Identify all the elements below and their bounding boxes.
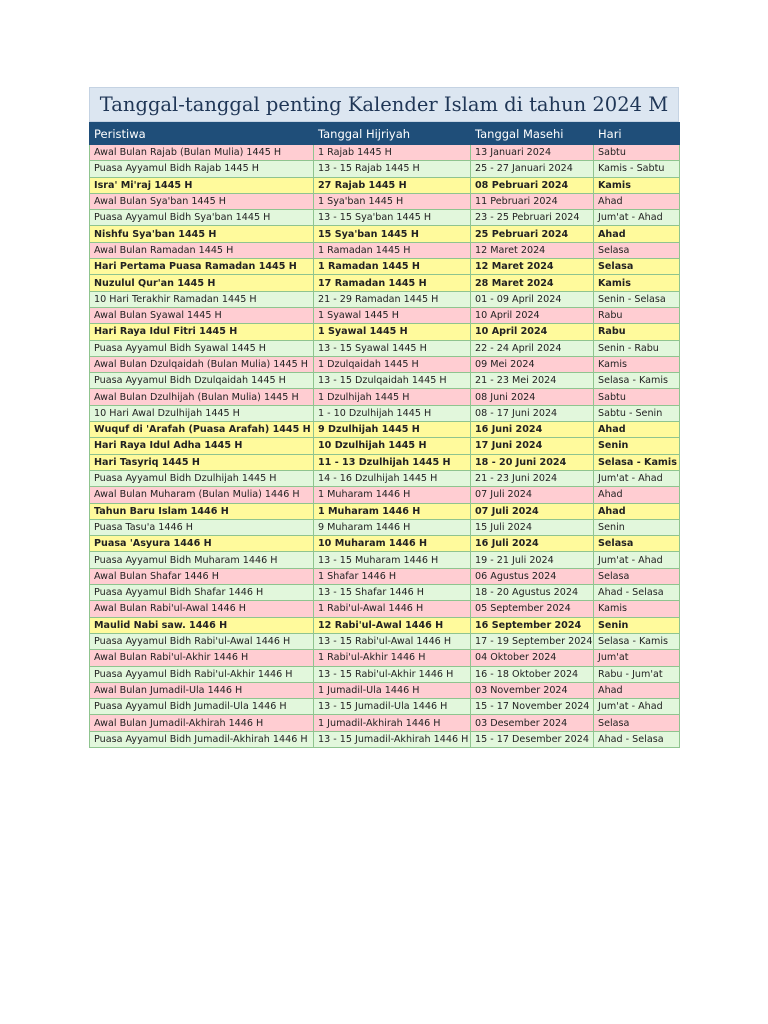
table-row <box>90 503 680 519</box>
cell-tanggal-masehi: 17 - 19 September 2024 <box>471 633 594 649</box>
cell-tanggal-masehi: 12 Maret 2024 <box>471 242 594 258</box>
cell-tanggal-hijriyah: 13 - 15 Syawal 1445 H <box>314 340 471 356</box>
cell-tanggal-hijriyah: 13 - 15 Sya'ban 1445 H <box>314 210 471 226</box>
cell-peristiwa: Awal Bulan Jumadil-Akhirah 1446 H <box>90 715 314 731</box>
table-row <box>90 519 680 535</box>
header-peristiwa: Peristiwa <box>90 123 314 145</box>
cell-tanggal-hijriyah: 13 - 15 Rabi'ul-Awal 1446 H <box>314 633 471 649</box>
cell-tanggal-masehi: 11 Pebruari 2024 <box>471 193 594 209</box>
cell-tanggal-masehi: 07 Juli 2024 <box>471 503 594 519</box>
table-row <box>90 568 680 584</box>
cell-peristiwa: Puasa Ayyamul Bidh Rabi'ul-Awal 1446 H <box>90 633 314 649</box>
cell-tanggal-hijriyah: 1 Dzulqaidah 1445 H <box>314 356 471 372</box>
cell-tanggal-hijriyah: 1 Syawal 1445 H <box>314 324 471 340</box>
cell-tanggal-masehi: 16 September 2024 <box>471 617 594 633</box>
cell-peristiwa: Awal Bulan Ramadan 1445 H <box>90 242 314 258</box>
table-header <box>90 123 680 145</box>
table-row <box>90 373 680 389</box>
table-row <box>90 438 680 454</box>
page-title: Tanggal-tanggal penting Kalender Islam di tahun 2024 M <box>89 87 679 122</box>
cell-tanggal-hijriyah: 13 - 15 Rabi'ul-Akhir 1446 H <box>314 666 471 682</box>
cell-peristiwa: Awal Bulan Muharam (Bulan Mulia) 1446 H <box>90 487 314 503</box>
cell-peristiwa: Nishfu Sya'ban 1445 H <box>90 226 314 242</box>
cell-tanggal-hijriyah: 15 Sya'ban 1445 H <box>314 226 471 242</box>
cell-tanggal-masehi: 06 Agustus 2024 <box>471 568 594 584</box>
table-row <box>90 601 680 617</box>
cell-tanggal-masehi: 08 - 17 Juni 2024 <box>471 405 594 421</box>
cell-tanggal-masehi: 18 - 20 Agustus 2024 <box>471 585 594 601</box>
cell-tanggal-masehi: 15 Juli 2024 <box>471 519 594 535</box>
cell-peristiwa: Hari Raya Idul Fitri 1445 H <box>90 324 314 340</box>
cell-hari: Selasa <box>594 259 680 275</box>
table-row <box>90 422 680 438</box>
table-row <box>90 715 680 731</box>
cell-hari: Jum'at - Ahad <box>594 552 680 568</box>
cell-peristiwa: Puasa 'Asyura 1446 H <box>90 536 314 552</box>
cell-tanggal-masehi: 01 - 09 April 2024 <box>471 291 594 307</box>
cell-peristiwa: Puasa Ayyamul Bidh Dzulqaidah 1445 H <box>90 373 314 389</box>
cell-hari: Kamis <box>594 275 680 291</box>
cell-tanggal-hijriyah: 1 Muharam 1446 H <box>314 503 471 519</box>
cell-tanggal-hijriyah: 13 - 15 Dzulqaidah 1445 H <box>314 373 471 389</box>
cell-tanggal-masehi: 25 Pebruari 2024 <box>471 226 594 242</box>
cell-tanggal-masehi: 21 - 23 Mei 2024 <box>471 373 594 389</box>
cell-tanggal-hijriyah: 1 Rajab 1445 H <box>314 145 471 161</box>
cell-tanggal-hijriyah: 27 Rajab 1445 H <box>314 177 471 193</box>
cell-peristiwa: Isra' Mi'raj 1445 H <box>90 177 314 193</box>
cell-hari: Ahad <box>594 487 680 503</box>
cell-tanggal-masehi: 09 Mei 2024 <box>471 356 594 372</box>
cell-hari: Senin <box>594 438 680 454</box>
cell-tanggal-hijriyah: 14 - 16 Dzulhijah 1445 H <box>314 470 471 486</box>
header-row <box>90 123 680 145</box>
cell-tanggal-masehi: 12 Maret 2024 <box>471 259 594 275</box>
cell-peristiwa: Awal Bulan Dzulqaidah (Bulan Mulia) 1445 H <box>90 356 314 372</box>
table-row <box>90 585 680 601</box>
cell-hari: Sabtu <box>594 145 680 161</box>
cell-hari: Kamis <box>594 177 680 193</box>
cell-tanggal-hijriyah: 1 Ramadan 1445 H <box>314 242 471 258</box>
cell-hari: Senin <box>594 519 680 535</box>
cell-hari: Selasa - Kamis <box>594 633 680 649</box>
cell-tanggal-masehi: 18 - 20 Juni 2024 <box>471 454 594 470</box>
cell-tanggal-hijriyah: 9 Dzulhijah 1445 H <box>314 422 471 438</box>
table-row <box>90 389 680 405</box>
cell-tanggal-hijriyah: 9 Muharam 1446 H <box>314 519 471 535</box>
cell-peristiwa: Puasa Ayyamul Bidh Syawal 1445 H <box>90 340 314 356</box>
cell-tanggal-hijriyah: 1 Sya'ban 1445 H <box>314 193 471 209</box>
cell-tanggal-hijriyah: 13 - 15 Jumadil-Akhirah 1446 H <box>314 731 471 747</box>
cell-tanggal-masehi: 07 Juli 2024 <box>471 487 594 503</box>
cell-tanggal-hijriyah: 1 Rabi'ul-Akhir 1446 H <box>314 650 471 666</box>
cell-hari: Jum'at - Ahad <box>594 210 680 226</box>
cell-tanggal-hijriyah: 11 - 13 Dzulhijah 1445 H <box>314 454 471 470</box>
table-row <box>90 259 680 275</box>
cell-tanggal-hijriyah: 1 Ramadan 1445 H <box>314 259 471 275</box>
cell-hari: Ahad <box>594 682 680 698</box>
cell-hari: Sabtu <box>594 389 680 405</box>
table-row <box>90 307 680 323</box>
table-row <box>90 340 680 356</box>
table-row <box>90 226 680 242</box>
cell-tanggal-hijriyah: 21 - 29 Ramadan 1445 H <box>314 291 471 307</box>
cell-tanggal-hijriyah: 1 Shafar 1446 H <box>314 568 471 584</box>
table-row <box>90 193 680 209</box>
cell-tanggal-masehi: 23 - 25 Pebruari 2024 <box>471 210 594 226</box>
table-row <box>90 242 680 258</box>
table-row <box>90 536 680 552</box>
cell-hari: Rabu <box>594 324 680 340</box>
cell-peristiwa: Puasa Ayyamul Bidh Sya'ban 1445 H <box>90 210 314 226</box>
table-row <box>90 405 680 421</box>
cell-tanggal-masehi: 05 September 2024 <box>471 601 594 617</box>
cell-peristiwa: Awal Bulan Dzulhijah (Bulan Mulia) 1445 H <box>90 389 314 405</box>
table-row <box>90 454 680 470</box>
cell-peristiwa: Maulid Nabi saw. 1446 H <box>90 617 314 633</box>
cell-tanggal-hijriyah: 13 - 15 Muharam 1446 H <box>314 552 471 568</box>
cell-tanggal-hijriyah: 1 - 10 Dzulhijah 1445 H <box>314 405 471 421</box>
cell-hari: Ahad <box>594 226 680 242</box>
cell-tanggal-masehi: 19 - 21 Juli 2024 <box>471 552 594 568</box>
cell-hari: Ahad <box>594 193 680 209</box>
cell-tanggal-hijriyah: 1 Dzulhijah 1445 H <box>314 389 471 405</box>
header-tanggal-hijriyah: Tanggal Hijriyah <box>314 123 471 145</box>
table-row <box>90 177 680 193</box>
cell-peristiwa: Puasa Ayyamul Bidh Jumadil-Akhirah 1446 H <box>90 731 314 747</box>
cell-tanggal-masehi: 10 April 2024 <box>471 324 594 340</box>
cell-hari: Jum'at <box>594 650 680 666</box>
cell-hari: Ahad <box>594 503 680 519</box>
cell-peristiwa: Puasa Ayyamul Bidh Rajab 1445 H <box>90 161 314 177</box>
cell-tanggal-hijriyah: 1 Jumadil-Akhirah 1446 H <box>314 715 471 731</box>
cell-tanggal-masehi: 15 - 17 Desember 2024 <box>471 731 594 747</box>
calendar-sheet <box>89 87 679 748</box>
cell-tanggal-masehi: 17 Juni 2024 <box>471 438 594 454</box>
cell-hari: Rabu - Jum'at <box>594 666 680 682</box>
cell-tanggal-masehi: 08 Pebruari 2024 <box>471 177 594 193</box>
cell-hari: Selasa <box>594 242 680 258</box>
cell-hari: Jum'at - Ahad <box>594 470 680 486</box>
cell-hari: Selasa - Kamis <box>594 373 680 389</box>
cell-peristiwa: Hari Raya Idul Adha 1445 H <box>90 438 314 454</box>
cell-hari: Kamis - Sabtu <box>594 161 680 177</box>
cell-tanggal-masehi: 08 Juni 2024 <box>471 389 594 405</box>
cell-tanggal-hijriyah: 1 Muharam 1446 H <box>314 487 471 503</box>
cell-peristiwa: Awal Bulan Rajab (Bulan Mulia) 1445 H <box>90 145 314 161</box>
table-row <box>90 731 680 747</box>
table-row <box>90 699 680 715</box>
cell-peristiwa: Hari Pertama Puasa Ramadan 1445 H <box>90 259 314 275</box>
table-row <box>90 275 680 291</box>
cell-tanggal-masehi: 03 Desember 2024 <box>471 715 594 731</box>
cell-peristiwa: 10 Hari Terakhir Ramadan 1445 H <box>90 291 314 307</box>
cell-tanggal-masehi: 16 Juli 2024 <box>471 536 594 552</box>
header-hari: Hari <box>594 123 680 145</box>
cell-peristiwa: Awal Bulan Sya'ban 1445 H <box>90 193 314 209</box>
cell-hari: Ahad - Selasa <box>594 585 680 601</box>
events-table <box>89 122 680 748</box>
cell-tanggal-hijriyah: 13 - 15 Shafar 1446 H <box>314 585 471 601</box>
table-row <box>90 356 680 372</box>
cell-hari: Kamis <box>594 356 680 372</box>
cell-tanggal-masehi: 16 - 18 Oktober 2024 <box>471 666 594 682</box>
cell-peristiwa: 10 Hari Awal Dzulhijah 1445 H <box>90 405 314 421</box>
cell-tanggal-hijriyah: 12 Rabi'ul-Awal 1446 H <box>314 617 471 633</box>
table-row <box>90 682 680 698</box>
table-body <box>90 145 680 748</box>
cell-peristiwa: Awal Bulan Shafar 1446 H <box>90 568 314 584</box>
cell-tanggal-masehi: 22 - 24 April 2024 <box>471 340 594 356</box>
cell-hari: Selasa <box>594 715 680 731</box>
cell-peristiwa: Puasa Tasu'a 1446 H <box>90 519 314 535</box>
table-row <box>90 324 680 340</box>
cell-hari: Ahad <box>594 422 680 438</box>
cell-hari: Sabtu - Senin <box>594 405 680 421</box>
cell-peristiwa: Wuquf di 'Arafah (Puasa Arafah) 1445 H <box>90 422 314 438</box>
cell-tanggal-hijriyah: 1 Syawal 1445 H <box>314 307 471 323</box>
table-row <box>90 210 680 226</box>
header-tanggal-masehi: Tanggal Masehi <box>471 123 594 145</box>
table-row <box>90 666 680 682</box>
table-row <box>90 552 680 568</box>
table-row <box>90 291 680 307</box>
cell-hari: Jum'at - Ahad <box>594 699 680 715</box>
cell-tanggal-hijriyah: 1 Rabi'ul-Awal 1446 H <box>314 601 471 617</box>
cell-tanggal-masehi: 03 November 2024 <box>471 682 594 698</box>
cell-hari: Kamis <box>594 601 680 617</box>
table-row <box>90 633 680 649</box>
cell-peristiwa: Awal Bulan Syawal 1445 H <box>90 307 314 323</box>
cell-peristiwa: Puasa Ayyamul Bidh Dzulhijah 1445 H <box>90 470 314 486</box>
cell-peristiwa: Hari Tasyriq 1445 H <box>90 454 314 470</box>
cell-tanggal-masehi: 10 April 2024 <box>471 307 594 323</box>
cell-peristiwa: Puasa Ayyamul Bidh Muharam 1446 H <box>90 552 314 568</box>
cell-peristiwa: Puasa Ayyamul Bidh Rabi'ul-Akhir 1446 H <box>90 666 314 682</box>
cell-peristiwa: Nuzulul Qur'an 1445 H <box>90 275 314 291</box>
cell-tanggal-masehi: 16 Juni 2024 <box>471 422 594 438</box>
table-row <box>90 145 680 161</box>
cell-tanggal-hijriyah: 1 Jumadil-Ula 1446 H <box>314 682 471 698</box>
table-row <box>90 650 680 666</box>
table-row <box>90 470 680 486</box>
cell-hari: Selasa <box>594 536 680 552</box>
table-row <box>90 161 680 177</box>
cell-peristiwa: Puasa Ayyamul Bidh Jumadil-Ula 1446 H <box>90 699 314 715</box>
cell-tanggal-masehi: 28 Maret 2024 <box>471 275 594 291</box>
cell-hari: Senin - Selasa <box>594 291 680 307</box>
cell-tanggal-masehi: 13 Januari 2024 <box>471 145 594 161</box>
cell-peristiwa: Awal Bulan Rabi'ul-Akhir 1446 H <box>90 650 314 666</box>
table-row <box>90 487 680 503</box>
cell-hari: Selasa <box>594 568 680 584</box>
cell-tanggal-masehi: 15 - 17 November 2024 <box>471 699 594 715</box>
cell-peristiwa: Awal Bulan Jumadil-Ula 1446 H <box>90 682 314 698</box>
cell-peristiwa: Tahun Baru Islam 1446 H <box>90 503 314 519</box>
cell-hari: Senin - Rabu <box>594 340 680 356</box>
cell-hari: Rabu <box>594 307 680 323</box>
cell-tanggal-masehi: 04 Oktober 2024 <box>471 650 594 666</box>
cell-tanggal-masehi: 21 - 23 Juni 2024 <box>471 470 594 486</box>
cell-hari: Selasa - Kamis <box>594 454 680 470</box>
cell-tanggal-hijriyah: 10 Muharam 1446 H <box>314 536 471 552</box>
cell-peristiwa: Puasa Ayyamul Bidh Shafar 1446 H <box>90 585 314 601</box>
cell-tanggal-hijriyah: 10 Dzulhijah 1445 H <box>314 438 471 454</box>
cell-tanggal-hijriyah: 13 - 15 Jumadil-Ula 1446 H <box>314 699 471 715</box>
cell-tanggal-masehi: 25 - 27 Januari 2024 <box>471 161 594 177</box>
cell-hari: Senin <box>594 617 680 633</box>
cell-hari: Ahad - Selasa <box>594 731 680 747</box>
cell-tanggal-hijriyah: 13 - 15 Rajab 1445 H <box>314 161 471 177</box>
cell-tanggal-hijriyah: 17 Ramadan 1445 H <box>314 275 471 291</box>
cell-peristiwa: Awal Bulan Rabi'ul-Awal 1446 H <box>90 601 314 617</box>
table-row <box>90 617 680 633</box>
